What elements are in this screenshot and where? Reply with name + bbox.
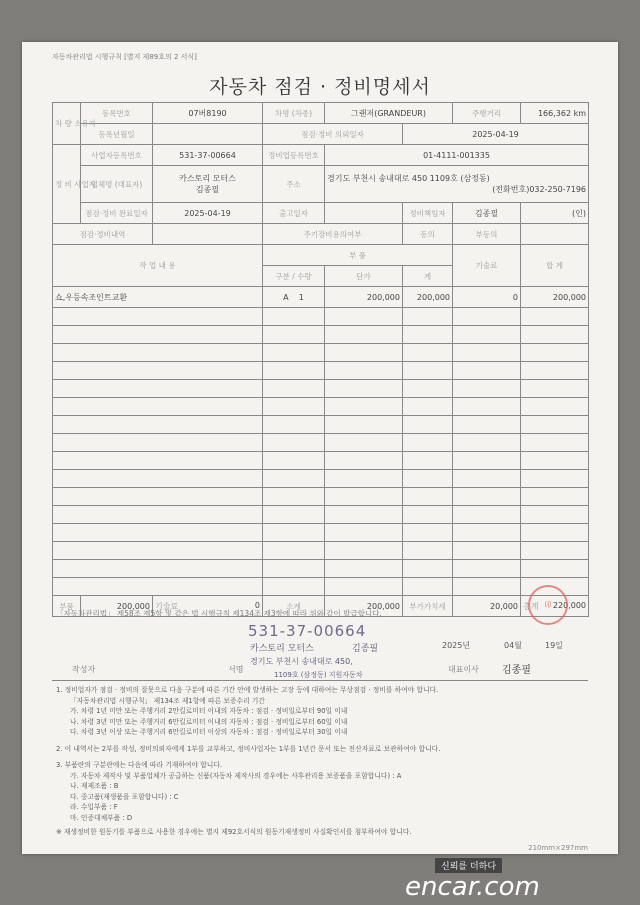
work-content-label: 작 업 내 용 [53,245,263,287]
note-1: 1. 정비업자가 점검 · 정비의 잘못으로 다음 구분에 따른 기간 안에 발생하는 고장 등에 대하여는 무상점검 · 정비를 하여야 합니다. [56,686,439,694]
tech-total-label: 기술료 [155,601,179,611]
mileage-label: 주행거리 [453,103,521,124]
item-total: 200,000 [521,287,589,308]
blank-item-row [53,380,589,398]
address-cell [325,166,589,203]
blank-item-row [53,452,589,470]
biz-no: 531-37-00664 [153,145,263,166]
request-date: 2025-04-19 [403,124,589,145]
note-1c: 나. 차령 3년 미만 또는 주행거리 6만킬로미터 이내의 자동차 : 점검 · 정비일로부터 60일 이내 [70,717,348,726]
blank-item-row [53,524,589,542]
note-3e: 마. 인증대체부품 : D [70,813,133,822]
biz-no-label: 사업자등록번호 [81,145,153,166]
item-unit: 200,000 [325,287,403,308]
col-type-text: 구분 [275,271,290,281]
representative: 김종필 [195,185,220,194]
company-seal-icon: 印 [528,585,568,625]
stamp-extra: 1109호 (삼정동) 지원자동차 [274,671,363,679]
delivery-date [325,203,403,224]
paper-size: 210mm×297mm [528,844,588,852]
issue-sentence: 「자동차관리법」 제58조 제5항 및 같은 법 시행규칙 제134조 제3항에 따라 위와 같이 발급합니다. [56,609,382,618]
grand-total-label: 총계 [523,601,539,611]
reg-no-label: 등록번호 [81,103,153,124]
vehicle-info-table [52,102,589,617]
item-type-qty [263,287,325,308]
blank-item-row [53,362,589,380]
note-3c: 다. 중고품(재생품을 포함합니다) : C [70,792,179,801]
reg-date-label: 등록년월일 [81,124,153,145]
blank-item-row [53,326,589,344]
shop-reg-no: 01-4111-001335 [325,145,589,166]
work-date-label: 점검·정비 완료일자 [81,203,153,224]
vat: 20,000 [453,596,521,617]
note-3b: 나. 재제조품 : B [70,782,119,790]
phone: (전화번호)032-250-7196 [492,185,587,194]
stamp-rep: 김종필 [352,644,379,654]
consent-no: 부동의 [453,224,521,245]
tech-fee-label: 기술료 [453,245,521,287]
work-date: 2025-04-19 [153,203,263,224]
subtotal-label: 소계 [263,596,325,617]
document-title: 자동차 점검 · 정비명세서 [209,76,431,98]
mileage: 166,362 km [521,103,589,124]
company-label: 업체명 (대표자) [81,166,153,203]
address: 경기도 부천시 송내대로 450 1109호 (삼정동) [327,174,490,183]
encar-watermark [405,858,630,902]
col-sum: 계 [403,266,453,287]
owner-consent-label: 주기장비용의여부 [263,224,403,245]
blank-item-row [53,506,589,524]
reg-date [153,124,263,145]
item-qty: 1 [298,292,304,302]
model-label: 차명 (차종) [263,103,325,124]
shop-reg-label: 정비업등록번호 [263,145,325,166]
blank-item-row [53,416,589,434]
note-2: 2. 이 내역서는 2부를 작성, 정비의뢰자에게 1부를 교부하고, 정비사업자는 1부를 1년간 문서 또는 전산자료로 보관하여야 합니다. [56,744,441,753]
form-header: 자동차관리법 시행규칙 [별지 제89호의 2 서식] [52,53,197,61]
note-1a: 「자동차관리법 시행규칙」 제134조 제1항에 따른 보증수리 기간 [70,696,265,705]
blank-item-row [53,398,589,416]
delivery-label: 출고일자 [263,203,325,224]
blank-item-row [53,344,589,362]
sign-label: 서명 [228,665,244,674]
date-month: 04월 [504,641,522,650]
col-type: 구분 / 수량 [263,266,325,287]
brand-logo: encar.com [405,872,540,902]
issuance-section [52,588,588,852]
subtotal: 200,000 [325,596,403,617]
stamp-company: 카스토리 모터스 [250,644,314,654]
notes-block [56,685,584,838]
mechanic: 김종필 [453,203,521,224]
owner-section-label: 차 량 소유자 [53,103,81,145]
blank-item-row [53,542,589,560]
mechanic-label: 정비책임자 [403,203,453,224]
history-label: 점검·정비내역 [53,224,153,245]
note-1b: 가. 차령 1년 미만 또는 주행거리 2만킬로미터 이내의 자동차 : 점검 · 정비일로부터 90일 이내 [70,707,348,715]
blank-item-row [53,488,589,506]
shop-section-label: 정 비 사업자 [53,145,81,224]
tech-total: 0 [254,600,260,610]
note-3a: 가. 자동차 제작사 및 부품업체가 공급하는 신품(자동차 제작사의 경우에는 사후관리용 보증품을 포함합니다) : A [70,771,402,780]
note-1d: 다. 차령 3년 이상 또는 주행거리 6만킬로미터 이상의 자동차 : 점검 · 정비일로부터 30일 이내 [70,728,348,736]
divider [52,680,588,681]
address-label: 주소 [263,166,325,203]
document-page [22,42,618,854]
request-date-label: 점검·정비 의뢰일자 [263,124,403,145]
blank-item-row [53,560,589,578]
col-qty-text: 수량 [297,271,312,281]
date-year: 2025년 [442,641,471,650]
parts-total: 200,000 [81,596,153,617]
writer-label: 작성자 [72,665,96,674]
vat-label: 부가가치세 [403,596,453,617]
item-type: A [283,292,289,302]
blank-item-rows [53,308,589,596]
stamp-address: 경기도 부천시 송내대로 450, [250,657,353,666]
parts-label: 부 품 [263,245,453,266]
consent-yes: 동의 [403,224,453,245]
ceo-name: 김종필 [502,665,531,676]
col-unit: 단가 [325,266,403,287]
note-3: 3. 부품란의 구분란에는 다음에 따라 기재하여야 합니다. [56,761,223,769]
blank-item-row [53,470,589,488]
company-name: 카스토리 모터스 [179,174,236,183]
reg-no: 07버8190 [153,103,263,124]
grand-total: 220,000 [552,600,587,610]
note-3d: 라. 수입부품 : F [70,803,118,811]
total-label: 합 계 [521,245,589,287]
blank-item-row [53,434,589,452]
parts-total-label: 부품 [53,596,81,617]
stamp-biz-no: 531-37-00664 [248,622,367,640]
item-desc: 쇼,우등속조인트교환 [53,287,263,308]
seal-mark: (인) [521,203,589,224]
date-day: 19일 [545,641,563,650]
item-sum: 200,000 [403,287,453,308]
brand-tagline: 신뢰를 더하다 [435,858,502,873]
company-cell [153,166,263,203]
blank-item-row [53,308,589,326]
model: 그랜저(GRANDEUR) [325,103,453,124]
ceo-label: 대표이사 [448,665,479,674]
item-tech: 0 [453,287,521,308]
note-4: ※ 재생정비한 원동기를 부품으로 사용한 경우에는 별지 제92호서식의 원동기재생정비 사실확인서를 첨부하여야 합니다. [56,828,412,836]
